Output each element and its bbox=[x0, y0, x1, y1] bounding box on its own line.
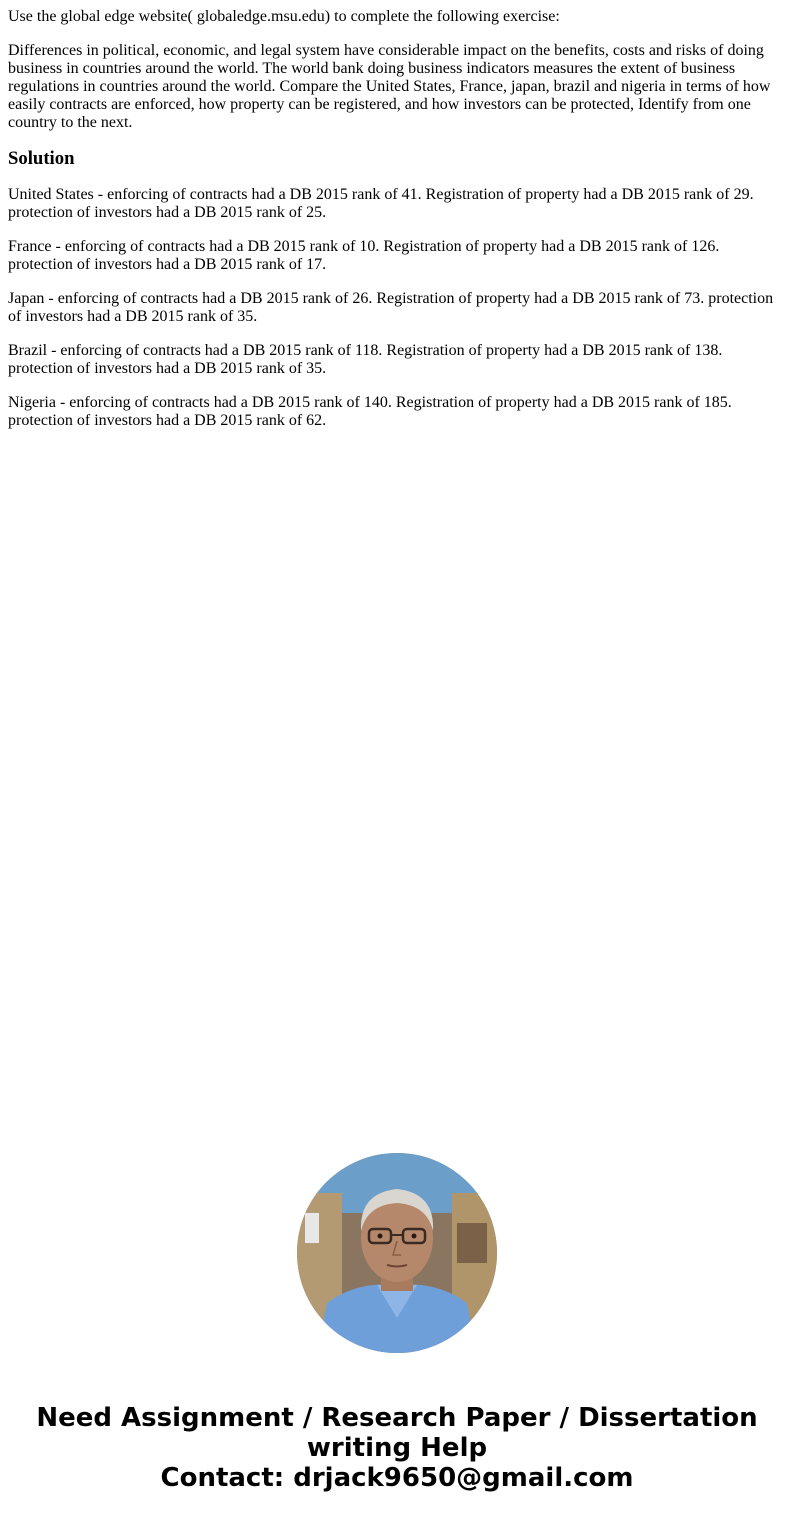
portrait-image bbox=[297, 1153, 497, 1353]
question-text: Differences in political, economic, and legal system have considerable impact on the benefits, costs and risks of doing business in countries around the world. The world bank doing business indicators measures the extent of business regulations in countries around the world. Compare the United States, France, japan, brazil and nigeria in terms of how easily contracts are enforced, how property can be registered, and how investors can be protected, Identify from one country to the next. bbox=[8, 42, 771, 131]
promo-line-2: writing Help bbox=[306, 1433, 488, 1463]
answer-japan: Japan - enforcing of contracts had a DB 2015 rank of 26. Registration of property had a DB 2015 rank of 73. protection of investors had a DB 2015 rank of 35. bbox=[8, 290, 774, 325]
document-body bbox=[8, 8, 786, 446]
promo-banner bbox=[0, 1403, 794, 1493]
intro-text: Use the global edge website( globaledge.msu.edu) to complete the following exercise: bbox=[8, 8, 560, 25]
promo-contact: Contact: drjack9650@gmail.com bbox=[160, 1463, 634, 1493]
avatar bbox=[297, 1153, 497, 1353]
answer-united-states: United States - enforcing of contracts had a DB 2015 rank of 41. Registration of property had a DB 2015 rank of 29. protection of investors had a DB 2015 rank of 25. bbox=[8, 186, 754, 221]
answer-brazil: Brazil - enforcing of contracts had a DB 2015 rank of 118. Registration of property had a DB 2015 rank of 138. protection of investors had a DB 2015 rank of 35. bbox=[8, 342, 723, 377]
answer-nigeria: Nigeria - enforcing of contracts had a DB 2015 rank of 140. Registration of property had a DB 2015 rank of 185. protection of investors had a DB 2015 rank of 62. bbox=[8, 394, 732, 429]
promo-line-1: Need Assignment / Research Paper / Dissertation bbox=[36, 1403, 758, 1433]
answer-france: France - enforcing of contracts had a DB 2015 rank of 10. Registration of property had a DB 2015 rank of 126. protection of investors had a DB 2015 rank of 17. bbox=[8, 238, 720, 273]
solution-heading: Solution bbox=[8, 148, 75, 169]
